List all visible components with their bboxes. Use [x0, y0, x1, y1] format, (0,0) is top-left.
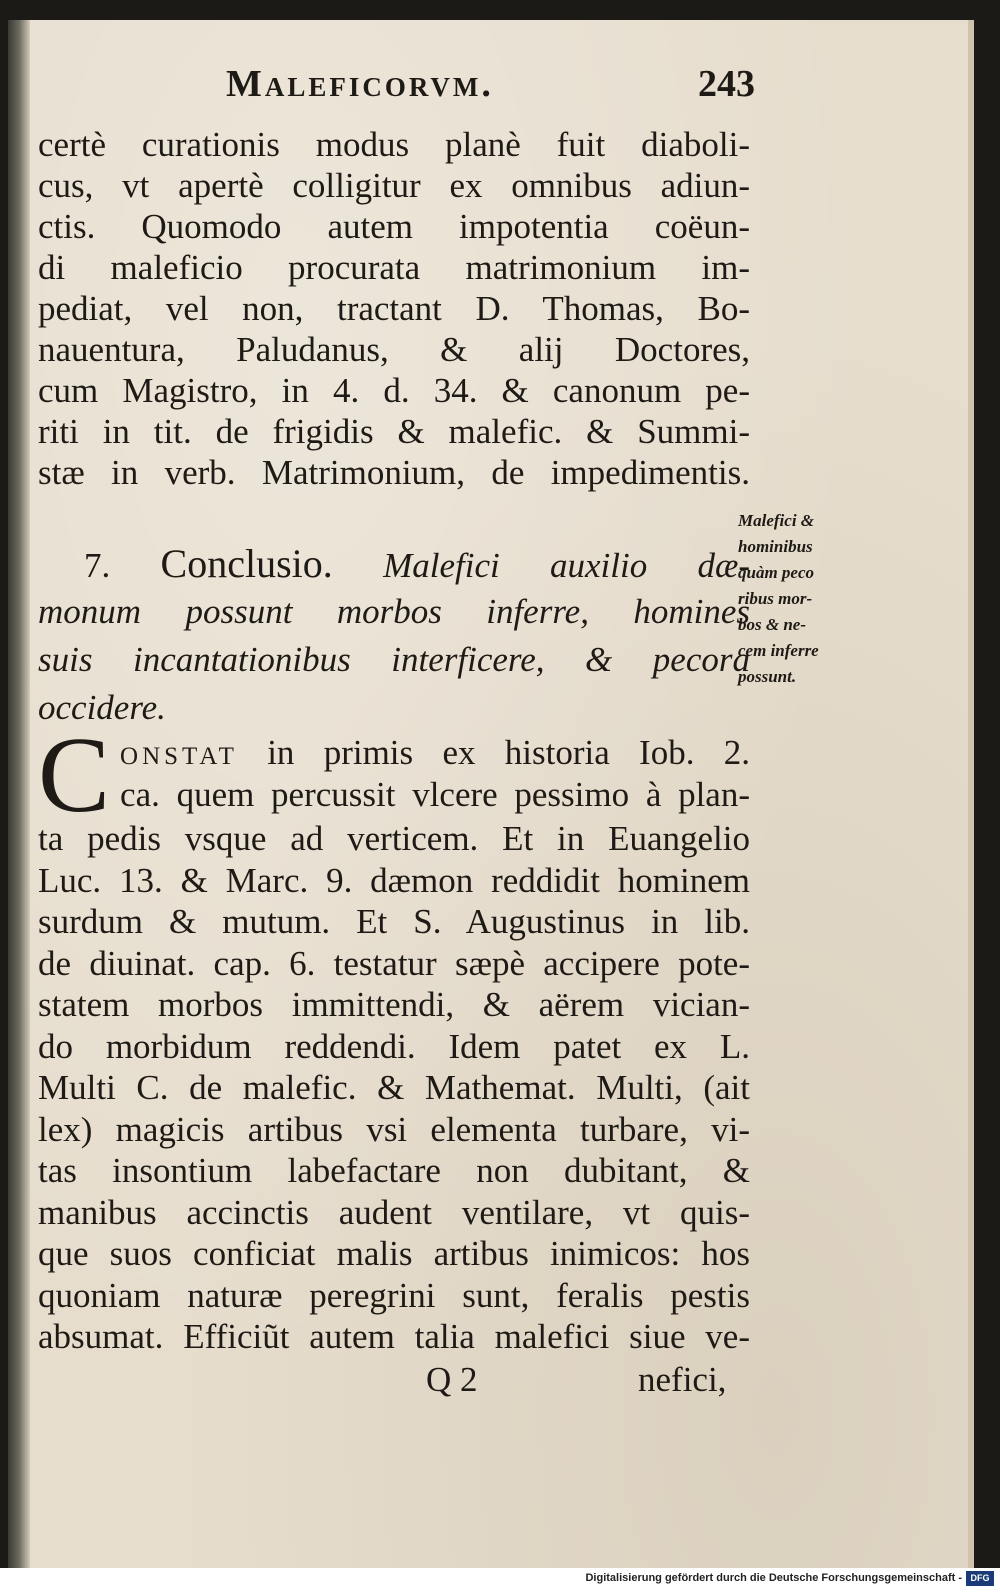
paragraph-first-line	[38, 732, 750, 774]
conclusio-block	[38, 540, 750, 732]
text-line: statem morbos immittendi, & aërem vician-	[38, 985, 750, 1024]
margin-note-line: ribus mor-	[738, 589, 813, 608]
margin-note-line: possunt.	[738, 667, 797, 686]
conclusio-text: Malefici auxilio dæ-	[383, 546, 750, 585]
text-line: cum Magistro, in 4. d. 34. & canonum pe-	[38, 371, 750, 410]
page-footer	[8, 1360, 968, 1410]
text-line: nauentura, Paludanus, & alij Doctores,	[38, 330, 750, 369]
text-line: surdum & mutum. Et S. Augustinus in lib.	[38, 902, 750, 941]
text-line: quoniam naturæ peregrini sunt, feralis pestis	[38, 1275, 750, 1315]
margin-note-line: quàm peco	[738, 563, 815, 582]
text-line: manibus accinctis audent ventilare, vt quis-	[38, 1192, 750, 1232]
text-line: de diuinat. cap. 6. testatur sæpè accipere pote-	[38, 943, 750, 983]
body-paragraph	[38, 716, 750, 1358]
conclusio-line: suis incantationibus interficere, & pecora	[38, 640, 750, 679]
text-line: tas insontium labefactare non dubitant, &	[38, 1151, 750, 1190]
credit-bar	[0, 1568, 1000, 1592]
marginal-note	[738, 508, 888, 690]
text-line: lex) magicis artibus vsi elementa turbare, vi-	[38, 1109, 750, 1149]
text-line: riti in tit. de frigidis & malefic. & Summi-	[38, 412, 750, 451]
margin-note-line: Malefici &	[738, 511, 815, 530]
conclusio-line: occidere.	[38, 688, 166, 727]
catchword: nefici,	[638, 1360, 727, 1399]
conclusio-number: 7.	[84, 546, 111, 585]
dfg-logo-icon: DFG	[966, 1571, 994, 1586]
conclusio-label: Conclusio.	[160, 541, 333, 586]
conclusio-line: monum possunt morbos inferre, homines	[38, 592, 750, 631]
text-line: que suos conficiat malis artibus inimicos: hos	[38, 1234, 750, 1273]
text-line: stæ in verb. Matrimonium, de impedimentis.	[38, 453, 750, 492]
margin-note-line: bos & ne-	[738, 615, 806, 634]
conclusio-first-line	[38, 540, 750, 588]
page-number: 243	[698, 63, 755, 105]
text-line: ta pedis vsque ad verticem. Et in Euangelio	[38, 819, 750, 858]
credit-text: Digitalisierung gefördert durch die Deutsche Forschungsgemeinschaft -	[585, 1572, 962, 1584]
text-line: pediat, vel non, tractant D. Thomas, Bo-	[38, 289, 750, 328]
text-line: absumat. Efficiũt autem talia malefici siue ve-	[38, 1317, 750, 1356]
text-line: Luc. 13. & Marc. 9. dæmon reddidit hominem	[38, 860, 750, 900]
drop-cap: C	[38, 716, 111, 835]
margin-note-line: cem inferre	[738, 641, 819, 660]
running-title: Maleficorvm.	[226, 63, 494, 105]
text-line: ca. quem percussit vlcere pessimo à plan-	[120, 774, 750, 814]
page-gutter	[8, 20, 30, 1568]
paragraph-first-word: onstat	[120, 733, 238, 772]
page-header	[8, 62, 968, 122]
paragraph-first-line-text: in primis ex historia Iob. 2.	[267, 733, 750, 772]
main-text-block	[38, 124, 750, 493]
text-line: Multi C. de malefic. & Mathemat. Multi, (ait	[38, 1068, 750, 1107]
text-line: cus, vt apertè colligitur ex omnibus adiun-	[38, 166, 750, 205]
margin-note-line: hominibus	[738, 537, 813, 556]
text-line: di maleficio procurata matrimonium im-	[38, 248, 750, 287]
text-line: ctis. Quomodo autem impotentia coëun-	[38, 207, 750, 246]
signature-mark: Q 2	[426, 1360, 478, 1399]
book-page	[8, 20, 974, 1568]
text-line: do morbidum reddendi. Idem patet ex L.	[38, 1026, 750, 1066]
text-line: certè curationis modus planè fuit diaboli-	[38, 125, 750, 164]
